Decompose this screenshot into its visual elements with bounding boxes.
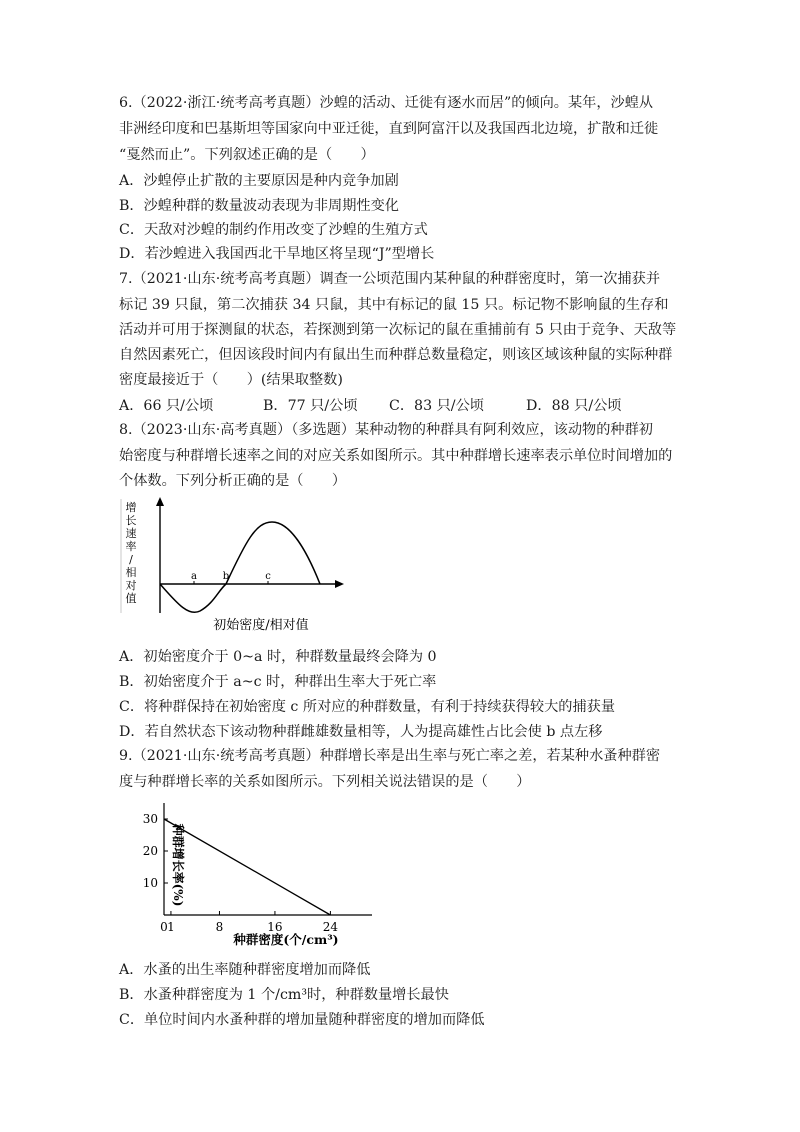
q9-chart-axes [164,803,372,915]
q9-option-a: A．水蚤的出生率随种群密度增加而降低 [119,962,371,978]
q8-ylabel-char: 增 [125,501,137,514]
q9-chart-series [164,819,330,915]
q6-stem-line-1: 6.（2022·浙江·统考高考真题）沙蝗的活动、迁徙有逐水而居”的倾向。某年，沙蝗从 [119,95,654,111]
q8-figure-ylabel [126,501,137,605]
q6-option-c: C．天敌对沙蝗的制约作用改变了沙蝗的生殖方式 [119,222,428,238]
q7-option-d: D．88 只/公顷 [526,398,622,414]
q8-stem-line-1: 8.（2023·山东·高考真题）（多选题）某种动物的种群具有阿利效应，该动物的种群初 [119,422,653,438]
q9-stem-line-1: 9.（2021·山东·统考高考真题）种群增长率是出生率与死亡率之差，若某种水蚤种群密 [119,748,661,764]
q9-ytick-label: 20 [142,844,158,858]
q8-option-c: C．将种群保持在初始密度 c 所对应的种群数量，有利于持续获得较大的捕获量 [119,699,616,715]
q7-stem-line-2: 标记 39 只鼠，第二次捕获 34 只鼠，其中有标记的鼠 15 只。标记物不影响鼠的生存和 [119,297,669,313]
q8-figure-xlabel: 初始密度/相对值 [213,618,309,633]
q8-stem-line-3: 个体数。下列分析正确的是（ ） [119,473,347,489]
q8-figure [118,495,358,645]
q8-ylabel-char: 率 [125,540,137,553]
q9-ytick-label: 30 [142,812,158,826]
q8-stem-line-2: 始密度与种群增长速率之间的对应关系如图所示。其中种群增长速率表示单位时间增加的 [119,448,673,464]
q8-ylabel-char: 长 [125,514,137,527]
q8-point-a-label: a [191,571,197,582]
q6-stem-line-3: “戛然而止”。下列叙述正确的是（ ） [119,147,375,163]
q8-growth-curve [160,522,320,612]
q9-ytick-label: 10 [142,876,158,890]
q9-option-c: C．单位时间内水蚤种群的增加量随种群密度的增加而降低 [119,1012,485,1028]
q7-stem-line-3: 活动并可用于探测鼠的状态，若探测到第一次标记的鼠在重捕前有 5 只由于竞争、天敌等 [119,322,677,338]
q8-ylabel-char: 速 [125,527,137,540]
q8-point-b-label: b [222,571,230,582]
q6-stem-line-2: 非洲经印度和巴基斯坦等国家向中亚迁徙，直到阿富汗以及我国西北边境，扩散和迁徙 [119,121,659,137]
q8-option-b: B．初始密度介于 a~c 时，种群出生率大于死亡率 [119,674,437,690]
q6-option-a: A．沙蝗停止扩散的主要原因是种内竞争加剧 [119,173,399,189]
q8-y-axis-arrow [156,497,164,506]
q9-xtick-label: 16 [267,920,283,934]
q8-ylabel-char: / [129,553,133,566]
q7-option-b: B．77 只/公顷 [263,398,358,414]
q6-option-b: B．沙蝗种群的数量波动表现为非周期性变化 [119,198,399,214]
q7-stem-line-1: 7.（2021·山东·统考高考真题）调查一公顷范围内某种鼠的种群密度时，第一次捕获并 [119,271,661,287]
q9-stem-line-2: 度与种群增长率的关系如图所示。下列相关说法错误的是（ ） [119,774,531,790]
q9-chart-xlabel: 种群密度(个/cm³) [233,932,339,947]
q9-xtick-label: 0 [160,920,168,934]
q8-option-d: D．若自然状态下该动物种群雌雄数量相等，人为提高雄性占比会使 b 点左移 [119,724,603,740]
q8-ylabel-char: 值 [125,592,137,605]
q7-stem-line-5: 密度最接近于（ ）(结果取整数) [119,372,343,388]
q7-option-c: C．83 只/公顷 [389,398,484,414]
q7-option-a: A．66 只/公顷 [119,398,214,414]
q9-series-line [164,819,330,915]
q9-xtick-label: 8 [215,920,224,934]
q9-chart-ylabel: 种群增长率(%) [171,823,185,907]
q8-option-a: A．初始密度介于 0~a 时，种群数量最终会降为 0 [119,649,437,665]
q9-xtick-label: 24 [322,920,339,934]
q8-point-c-label: c [265,571,271,582]
q9-option-b: B．水蚤种群密度为 1 个/cm³时，种群数量增长最快 [119,987,449,1003]
q8-ylabel-char: 对 [125,579,137,592]
q8-ylabel-char: 相 [125,566,137,579]
q9-chart [118,795,388,955]
q6-option-d: D．若沙蝗进入我国西北干旱地区将呈现“J”型增长 [119,246,435,262]
q9-xtick-label: 1 [167,920,175,934]
q8-x-axis-arrow [335,580,344,588]
q7-stem-line-4: 自然因素死亡，但因该段时间内有鼠出生而种群总数量稳定，则该区域该种鼠的实际种群 [119,347,673,363]
